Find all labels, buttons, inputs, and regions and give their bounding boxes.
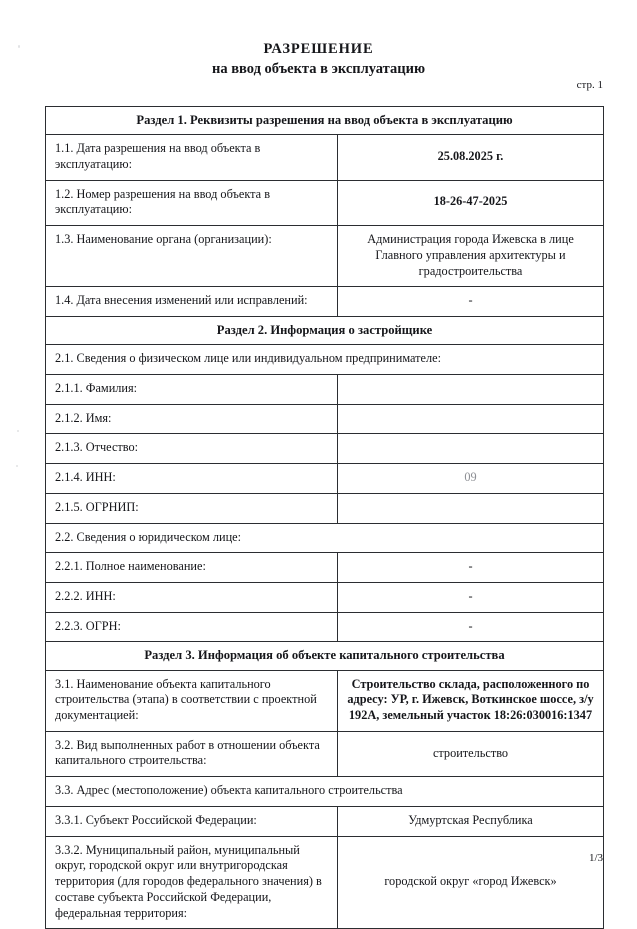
row-2-1-1-label: 2.1.1. Фамилия:: [46, 374, 338, 404]
row-2-2-3-label: 2.2.3. ОГРН:: [46, 612, 338, 642]
row-1-1-label: 1.1. Дата разрешения на ввод объекта в эксплуатацию:: [46, 135, 338, 180]
row-1-3-label: 1.3. Наименование органа (организации):: [46, 226, 338, 287]
table-row: [46, 582, 604, 612]
table-row: [46, 434, 604, 464]
table-row: [46, 553, 604, 583]
page-title: РАЗРЕШЕНИЕ: [263, 41, 374, 57]
row-1-2-value: 18-26-47-2025: [338, 180, 604, 225]
table-row: [46, 180, 604, 225]
row-1-3-value: Администрация города Ижевска в лице Главного управления архитектуры и градостроительства: [338, 226, 604, 287]
page-subtitle: на ввод объекта в эксплуатацию: [211, 61, 426, 78]
row-2-1-label: 2.1. Сведения о физическом лице или индивидуальном предпринимателе:: [46, 345, 604, 375]
table-row: [46, 836, 604, 929]
table-row: [46, 135, 604, 180]
section-2-header: Раздел 2. Информация о застройщике: [46, 316, 604, 344]
document-header: [0, 0, 637, 79]
table-row: [46, 731, 604, 776]
row-2-1-2-value: [338, 404, 604, 434]
table-row: [46, 777, 604, 807]
row-2-2-3-value: -: [338, 612, 604, 642]
row-3-3-label: 3.3. Адрес (местоположение) объекта капитального строительства: [46, 777, 604, 807]
table-row: [46, 806, 604, 836]
row-2-1-3-value: [338, 434, 604, 464]
row-2-2-1-label: 2.2.1. Полное наименование:: [46, 553, 338, 583]
table-row: [46, 464, 604, 494]
table-row: [46, 226, 604, 287]
table-row: [46, 523, 604, 553]
section-2-header-row: [46, 316, 604, 344]
row-2-2-label: 2.2. Сведения о юридическом лице:: [46, 523, 604, 553]
row-2-1-4-value: 09: [338, 464, 604, 494]
section-1-header: Раздел 1. Реквизиты разрешения на ввод объекта в эксплуатацию: [46, 107, 604, 135]
permit-table: [45, 106, 604, 929]
row-3-2-value: строительство: [338, 731, 604, 776]
row-2-2-2-label: 2.2.2. ИНН:: [46, 582, 338, 612]
scan-speckle: [18, 45, 20, 48]
row-1-2-label: 1.2. Номер разрешения на ввод объекта в эксплуатацию:: [46, 180, 338, 225]
section-1-header-row: [46, 107, 604, 135]
section-3-header-row: [46, 642, 604, 670]
row-3-1-value: Строительство склада, расположенного по адресу: УР, г. Ижевск, Воткинское шоссе, з/у 192А, земельный участок 18:26:030016:1347: [338, 670, 604, 731]
table-row: [46, 404, 604, 434]
section-3-header: Раздел 3. Информация об объекте капитального строительства: [46, 642, 604, 670]
row-1-4-label: 1.4. Дата внесения изменений или исправлений:: [46, 287, 338, 317]
page-marker: стр. 1: [576, 79, 603, 91]
row-2-2-2-value: -: [338, 582, 604, 612]
row-3-2-label: 3.2. Вид выполненных работ в отношении объекта капитального строительства:: [46, 731, 338, 776]
row-3-1-label: 3.1. Наименование объекта капитального строительства (этапа) в соответствии с проектной документацией:: [46, 670, 338, 731]
row-1-4-value: -: [338, 287, 604, 317]
row-2-2-1-value: -: [338, 553, 604, 583]
table-row: [46, 612, 604, 642]
table-row: [46, 287, 604, 317]
row-2-1-1-value: [338, 374, 604, 404]
table-row: [46, 493, 604, 523]
row-2-1-2-label: 2.1.2. Имя:: [46, 404, 338, 434]
table-row: [46, 345, 604, 375]
scan-speckle: [17, 430, 19, 432]
row-1-1-value: 25.08.2025 г.: [338, 135, 604, 180]
page-footer: 1/3: [588, 852, 603, 864]
row-3-3-2-label: 3.3.2. Муниципальный район, муниципальный округ, городской округ или внутригородская территория (для городов федерального значения) в составе субъекта Российской Федерации, федеральная территория:: [46, 836, 338, 929]
table-row: [46, 374, 604, 404]
row-3-3-1-label: 3.3.1. Субъект Российской Федерации:: [46, 806, 338, 836]
scan-speckle: [16, 465, 18, 467]
row-2-1-5-value: [338, 493, 604, 523]
row-3-3-2-value: городской округ «город Ижевск»: [338, 836, 604, 929]
row-2-1-4-label: 2.1.4. ИНН:: [46, 464, 338, 494]
table-row: [46, 670, 604, 731]
row-2-1-3-label: 2.1.3. Отчество:: [46, 434, 338, 464]
row-2-1-5-label: 2.1.5. ОГРНИП:: [46, 493, 338, 523]
row-3-3-1-value: Удмуртская Республика: [338, 806, 604, 836]
